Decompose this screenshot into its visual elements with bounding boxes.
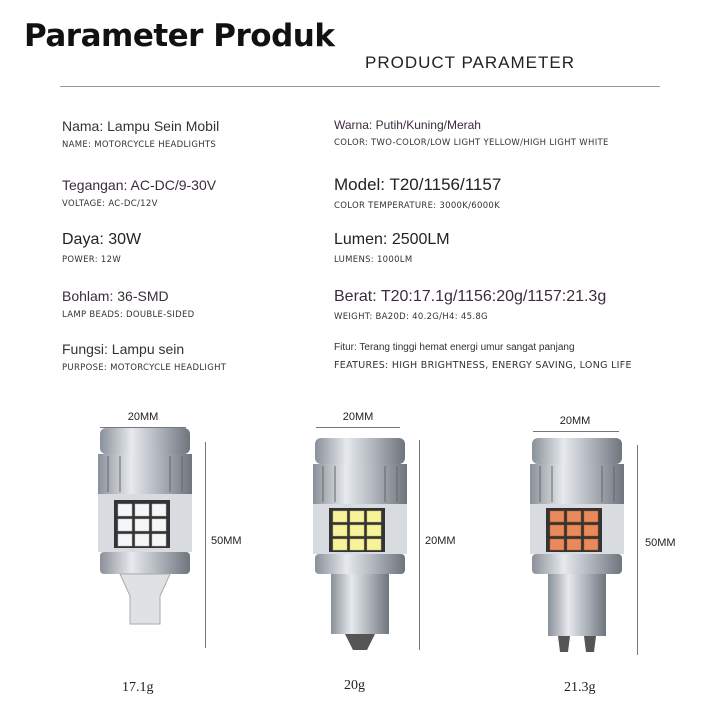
bulb-1157-height-line [637, 445, 638, 655]
bulb-t20-height-line [205, 442, 206, 648]
spec-lumen-en: LUMENS: 1000LM [334, 255, 413, 265]
spec-lumen [334, 231, 450, 265]
bulb-1156-led-grid [333, 511, 381, 550]
spec-weight [334, 288, 606, 322]
spec-voltage-id: Tegangan: AC-DC/9-30V [62, 177, 217, 193]
bulb-t20-cap [100, 428, 190, 454]
spec-beads-id: Bohlam: 36-SMD [62, 288, 169, 304]
spec-power-en: POWER: 12W [62, 255, 122, 265]
bulb-1156-collar [315, 554, 405, 574]
bulb-1157-led-grid [550, 511, 598, 550]
bulb-t20-body [98, 454, 192, 494]
spec-model-id: Model: T20/1156/1157 [334, 175, 502, 194]
bulb-1157-image [522, 438, 632, 670]
bulb-1157-collar [532, 554, 622, 574]
bulb-1156-weight: 20g [344, 678, 365, 693]
bulb-t20-image [90, 428, 200, 658]
page-title: Parameter Produk [24, 18, 335, 54]
spec-features-en: FEATURES: HIGH BRIGHTNESS, ENERGY SAVING, LONG LIFE [334, 360, 632, 371]
bulb-1157-contact-left [558, 636, 570, 652]
spec-purpose [62, 341, 226, 373]
spec-beads [62, 288, 194, 320]
spec-model-en: COLOR TEMPERATURE: 3000K/6000K [334, 201, 500, 211]
spec-voltage-en: VOLTAGE: AC-DC/12V [62, 199, 158, 209]
bulb-1157-body [530, 464, 624, 504]
bulb-1156-cap [315, 438, 405, 464]
bulb-1157-width-label: 20MM [559, 415, 591, 427]
spec-power-id: Daya: 30W [62, 231, 142, 248]
bulb-t20-height-label: 50MM [211, 535, 242, 547]
spec-features [334, 342, 632, 371]
spec-beads-en: LAMP BEADS: DOUBLE-SIDED [62, 310, 195, 320]
spec-features-id: Fitur: Terang tinggi hemat energi umur sangat panjang [334, 342, 575, 353]
spec-weight-en: WEIGHT: BA20D: 40.2G/H4: 45.8G [334, 312, 488, 322]
bulb-1156-height-line [419, 440, 420, 650]
spec-power [62, 231, 141, 265]
spec-color-id: Warna: Putih/Kuning/Merah [334, 118, 481, 132]
bulb-1156-bayonet-base [331, 574, 389, 634]
bulb-1157-width-line [533, 431, 619, 432]
spec-lumen-id: Lumen: 2500LM [334, 231, 450, 248]
bulb-1156-image [305, 438, 415, 670]
bulb-1156-contact [345, 634, 375, 650]
header-divider [60, 86, 660, 87]
spec-color-en: COLOR: TWO-COLOR/LOW LIGHT YELLOW/HIGH LIGHT WHITE [334, 138, 609, 148]
bulb-t20-wedge-base [120, 574, 170, 624]
bulb-t20-led-grid [118, 504, 166, 546]
bulb-1157-contact-right [584, 636, 596, 652]
bulb-t20-collar [100, 552, 190, 574]
bulb-1157-height-label: 50MM [645, 537, 676, 549]
spec-name-en: NAME: MOTORCYCLE HEADLIGHTS [62, 140, 217, 150]
spec-model [334, 175, 501, 211]
bulb-1156-height-label: 20MM [425, 535, 456, 547]
spec-name-id: Nama: Lampu Sein Mobil [62, 118, 220, 134]
spec-purpose-id: Fungsi: Lampu sein [62, 341, 185, 357]
bulb-t20-weight: 17.1g [122, 680, 154, 695]
spec-name [62, 118, 219, 150]
bulb-1157-cap [532, 438, 622, 464]
bulb-1156-width-line [316, 427, 400, 428]
bulb-1157-bayonet-base [548, 574, 606, 636]
spec-voltage [62, 177, 216, 209]
bulb-1157-weight: 21.3g [564, 680, 596, 695]
bulb-1156-body [313, 464, 407, 504]
spec-weight-id: Berat: T20:17.1g/1156:20g/1157:21.3g [334, 288, 607, 305]
bulb-t20-width-label: 20MM [127, 411, 159, 423]
spec-color [334, 118, 609, 148]
spec-purpose-en: PURPOSE: MOTORCYCLE HEADLIGHT [62, 363, 227, 373]
bulb-1156-width-label: 20MM [342, 411, 374, 423]
page-subtitle: PRODUCT PARAMETER [365, 53, 576, 72]
